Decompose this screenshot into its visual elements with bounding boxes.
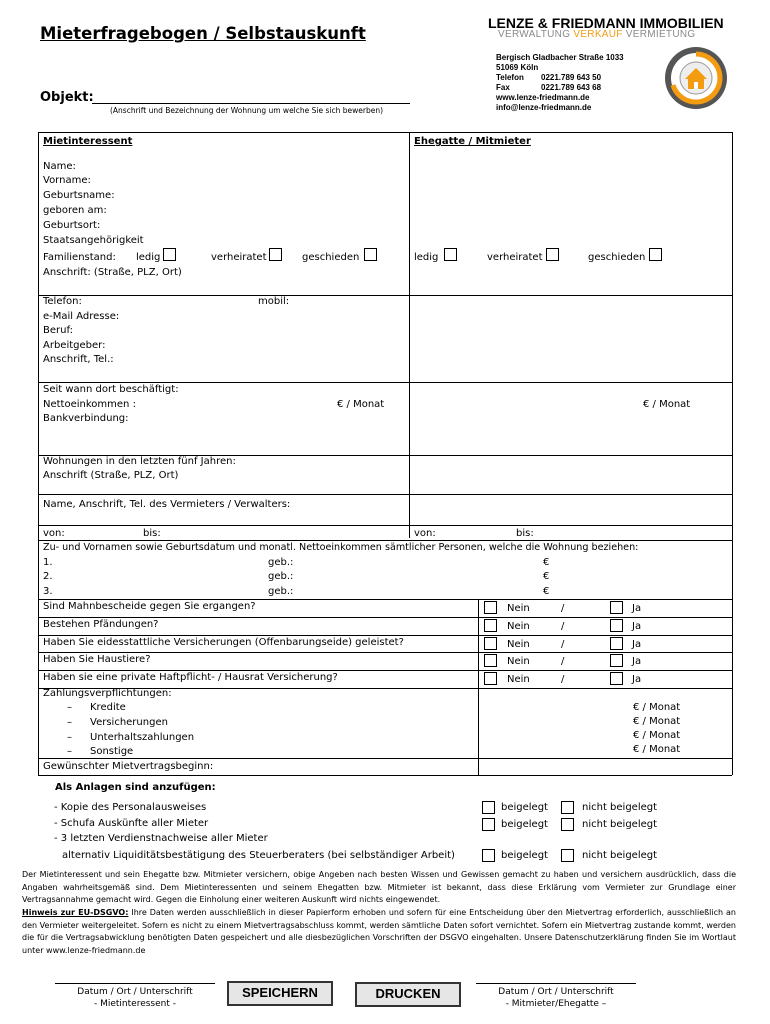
zahlung-dash: – [67,717,72,728]
verdienst-nicht-checkbox[interactable] [561,849,574,862]
field-email: e-Mail Adresse: [43,311,120,322]
field-geburtsort: Geburtsort: [43,220,101,231]
person-3-geb: geb.: [268,586,294,597]
address-phone [496,73,624,83]
question-nein-checkbox[interactable] [484,672,497,685]
col-head-spouse: Ehegatte / Mitmieter [414,136,531,147]
slash-separator: / [561,639,565,650]
question-nein-checkbox[interactable] [484,619,497,632]
fax-value: 0221.789 643 68 [541,83,602,92]
nein-label: Nein [507,603,530,614]
nicht-beigelegt-label: nicht beigelegt [582,802,658,813]
familienstand-label: Familienstand: [43,252,116,263]
field-name: Name: [43,161,76,172]
verdienst-beigelegt-checkbox[interactable] [482,849,495,862]
persons-heading: Zu- und Vornamen sowie Geburtsdatum und monatl. Nettoeinkommen sämtlicher Personen, welche die Wohnung beziehen: [43,542,639,553]
signature-role-spouse: - Mitmieter/Ehegatte – [505,999,607,1009]
field-bis: bis: [143,528,161,539]
ledig-checkbox[interactable] [163,248,176,261]
phone-value: 0221.789 643 50 [541,73,602,82]
slash-separator: / [561,674,565,685]
spouse-ledig-label: ledig [414,252,439,263]
verheiratet-checkbox[interactable] [269,248,282,261]
ja-label: Ja [632,656,642,667]
nein-label: Nein [507,656,530,667]
dsgvo-text: Ihre Daten werden ausschließlich in dieser Papierform erhoben und sofern für eine Entscheidung über den Mietvertrag erforderlich, ausschließlich an den Vermieter weitergeleitet. Sofern es nicht zu einem Mietvertragsabschluss kommt, werden sämtliche Daten sofort vernichtet. Sofern ein Mietvertrag zustande kommt, werden die für die Vertragsabwicklung benötigten Daten gespeichert und alle diesbezüglichen Vorschriften der DSGVO eingehalten. Unsere Datenschutzerklärung finden Sie im Wortlaut unter www.lenze-friedmann.de [22,908,736,955]
spouse-field-bis: bis: [516,528,534,539]
person-2-label: 2. [43,571,53,582]
ja-label: Ja [632,639,642,650]
column-divider [409,132,410,538]
question-nein-checkbox[interactable] [484,637,497,650]
address-email: info@lenze-friedmann.de [496,103,592,112]
dsgvo-notice [22,907,736,957]
question-text: Sind Mahnbescheide gegen Sie ergangen? [43,601,256,612]
nein-label: Nein [507,621,530,632]
dsgvo-label: Hinweis zur EU-DSGVO: [22,908,129,917]
ja-label: Ja [632,674,642,685]
signature-caption-spouse: Datum / Ort / Unterschrift [498,987,614,997]
beigelegt-label: beigelegt [501,850,548,861]
signature-line-spouse [476,983,636,984]
zahlung-heading: Zahlungsverpflichtungen: [43,688,172,699]
question-ja-checkbox[interactable] [610,619,623,632]
zahlung-kredite: Kredite [90,702,126,713]
slash-separator: / [561,621,565,632]
company-name: LENZE & FRIEDMANN IMMOBILIEN [488,15,724,31]
address-fax [496,83,624,93]
beigelegt-label: beigelegt [501,802,548,813]
company-address [496,53,624,113]
anlage-liquiditaet: alternativ Liquiditätsbestätigung des Steuerberaters (bei selbständiger Arbeit) [62,850,455,861]
field-netto: Nettoeinkommen : [43,399,136,410]
spouse-verheiratet-label: verheiratet [487,252,543,263]
sonstige-unit: € / Monat [633,744,681,755]
question-ja-checkbox[interactable] [610,601,623,614]
field-geburtsname: Geburtsname: [43,190,115,201]
person-3-label: 3. [43,586,53,597]
field-bank: Bankverbindung: [43,413,129,424]
field-staatsangehoerigkeit: Staatsangehörigkeit [43,235,144,246]
row-separator [38,494,732,495]
nein-label: Nein [507,674,530,685]
question-nein-checkbox[interactable] [484,654,497,667]
anlage-schufa: - Schufa Auskünfte aller Mieter [54,818,209,829]
geschieden-checkbox[interactable] [364,248,377,261]
slash-separator: / [561,603,565,614]
page-title: Mieterfragebogen / Selbstauskunft [40,24,366,43]
tagline-part: VERWALTUNG [498,29,574,40]
objekt-field[interactable] [92,103,410,104]
field-mobil: mobil: [258,296,290,307]
spouse-verheiratet-checkbox[interactable] [546,248,559,261]
anlage-personalausweis: - Kopie des Personalausweises [54,802,207,813]
ja-label: Ja [632,621,642,632]
field-wohnungen-anschrift: Anschrift (Straße, PLZ, Ort) [43,470,179,481]
objekt-hint: (Anschrift und Bezeichnung der Wohnung um welche Sie sich bewerben) [110,106,383,115]
person-2-euro: € [543,571,550,582]
schufa-beigelegt-checkbox[interactable] [482,818,495,831]
phone-label: Telefon [496,73,524,82]
table-border-right [732,132,733,775]
field-von: von: [43,528,65,539]
zahlung-sonstige: Sonstige [90,746,134,757]
ledig-label: ledig [136,252,161,263]
netto-unit: € / Monat [337,399,385,410]
address-web: www.lenze-friedmann.de [496,93,590,102]
geschieden-label: geschieden [302,252,360,263]
address-city: 51069 Köln [496,63,539,72]
fax-label: Fax [496,83,510,92]
objekt-label: Objekt: [40,90,94,105]
zahlung-dash: – [67,702,72,713]
company-tagline [498,29,695,40]
anlage-verdienst: - 3 letzten Verdienstnachweise aller Mieter [54,833,268,844]
field-wohnungen: Wohnungen in den letzten fünf Jahren: [43,456,236,467]
zahlung-dash: – [67,746,72,757]
row-separator [38,758,732,759]
question-text: Bestehen Pfändungen? [43,619,159,630]
nein-label: Nein [507,639,530,650]
row-separator [38,525,732,526]
table-border-top [38,132,732,133]
slash-separator: / [561,656,565,667]
unterhalt-unit: € / Monat [633,730,681,741]
verheiratet-label: verheiratet [211,252,267,263]
field-vorname: Vorname: [43,175,91,186]
zahlung-dash: – [67,732,72,743]
field-telefon: Telefon: [43,296,82,307]
field-geboren: geboren am: [43,205,107,216]
field-vermieter: Name, Anschrift, Tel. des Vermieters / Verwalters: [43,499,291,510]
answer-divider [478,599,479,775]
address-street: Bergisch Gladbacher Straße 1033 [496,53,624,62]
declaration-text: Der Mietinteressent und sein Ehegatte bzw. Mitmieter versichern, obige Angeben nach besten Wissen und Gewissen gemacht zu haben und versichern ausdrücklich, dass die Angaben wahrheitsgemäß sind. Dem Mietinteressenten und seinem Ehegatten bzw. Mitmieter ist bekannt, dass diese Erklärung vom Vermieter zur Grundlage einer Vertragsannahme gemacht wird. Gegen die Einholung einer weiteren Auskunft wird nichts eingewendet. [22,870,736,905]
personalausweis-beigelegt-checkbox[interactable] [482,801,495,814]
beigelegt-label: beigelegt [501,819,548,830]
person-2-geb: geb.: [268,571,294,582]
question-ja-checkbox[interactable] [610,637,623,650]
spouse-ledig-checkbox[interactable] [444,248,457,261]
person-3-euro: € [543,586,550,597]
person-1-geb: geb.: [268,557,294,568]
nicht-beigelegt-label: nicht beigelegt [582,819,658,830]
signature-role-tenant: - Mietinteressent - [93,999,176,1009]
save-button[interactable]: SPEICHERN [227,981,333,1006]
tagline-highlight: VERKAUF [573,29,623,40]
field-mietbeginn: Gewünschter Mietvertragsbeginn: [43,761,214,772]
person-1-euro: € [543,557,550,568]
question-ja-checkbox[interactable] [610,654,623,667]
nicht-beigelegt-label: nicht beigelegt [582,850,658,861]
table-border-left [38,132,39,775]
kredite-unit: € / Monat [633,702,681,713]
field-anschrift: Anschrift: (Straße, PLZ, Ort) [43,267,182,278]
question-nein-checkbox[interactable] [484,601,497,614]
field-arbeitgeber: Arbeitgeber: [43,340,106,351]
signature-caption-tenant: Datum / Ort / Unterschrift [77,987,193,997]
ja-label: Ja [632,603,642,614]
question-text: Haben sie eine private Haftpflicht- / Hausrat Versicherung? [43,672,338,683]
print-button[interactable]: DRUCKEN [355,982,461,1007]
spouse-geschieden-checkbox[interactable] [649,248,662,261]
tagline-part: VERMIETUNG [622,29,696,40]
col-head-tenant: Mietinteressent [43,136,133,147]
signature-line-tenant [55,983,215,984]
person-1-label: 1. [43,557,53,568]
spouse-field-von: von: [414,528,436,539]
row-separator [38,295,732,296]
spouse-netto-unit: € / Monat [643,399,691,410]
personalausweis-nicht-checkbox[interactable] [561,801,574,814]
field-beruf: Beruf: [43,325,73,336]
table-border-bottom [38,775,732,776]
zahlung-unterhalt: Unterhaltszahlungen [90,732,195,743]
zahlung-versicherungen: Versicherungen [90,717,168,728]
versicherungen-unit: € / Monat [633,716,681,727]
company-logo [663,45,729,111]
anlagen-heading: Als Anlagen sind anzufügen: [55,782,216,793]
question-ja-checkbox[interactable] [610,672,623,685]
spouse-geschieden-label: geschieden [588,252,646,263]
field-arbeitgeber-anschrift: Anschrift, Tel.: [43,354,114,365]
question-text: Haben Sie Haustiere? [43,654,151,665]
schufa-nicht-checkbox[interactable] [561,818,574,831]
question-text: Haben Sie eidesstattliche Versicherungen (Offenbarungseide) geleistet? [43,637,404,648]
field-seit: Seit wann dort beschäftigt: [43,384,179,395]
